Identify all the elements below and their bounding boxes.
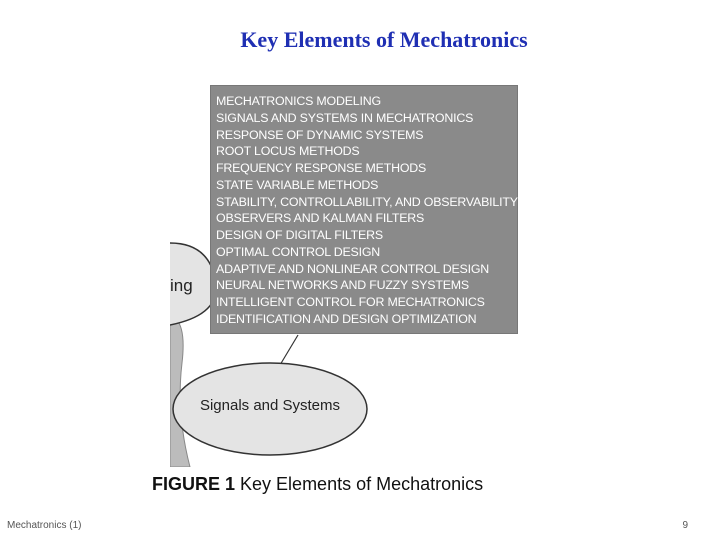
- footer-course-name: Mechatronics (1): [7, 520, 82, 531]
- signals-node-label: Signals and Systems: [199, 397, 341, 414]
- topic-item: STABILITY, CONTROLLABILITY, AND OBSERVABILITY: [216, 194, 518, 209]
- topic-item: MECHATRONICS MODELING: [216, 94, 381, 108]
- topic-item: FREQUENCY RESPONSE METHODS: [216, 161, 427, 175]
- topic-list-box: [210, 85, 518, 334]
- topic-item: IDENTIFICATION AND DESIGN OPTIMIZATION: [216, 311, 477, 326]
- topic-item: NEURAL NETWORKS AND FUZZY SYSTEMS: [216, 278, 469, 293]
- connector-line: [280, 335, 298, 365]
- slide-number: 9: [682, 520, 688, 531]
- topic-item: SIGNALS AND SYSTEMS IN MECHATRONICS: [216, 110, 474, 125]
- topic-item: ROOT LOCUS METHODS: [216, 144, 360, 159]
- mechatronics-figure: [170, 83, 522, 467]
- topic-item: OBSERVERS AND KALMAN FILTERS: [216, 211, 425, 226]
- modeling-node-label: ing: [170, 276, 193, 295]
- figure-caption-label: FIGURE 1: [152, 474, 236, 494]
- figure-caption-text: Key Elements of Mechatronics: [240, 474, 484, 494]
- topic-item: RESPONSE OF DYNAMIC SYSTEMS: [216, 127, 424, 142]
- topic-item: OPTIMAL CONTROL DESIGN: [216, 244, 381, 259]
- topic-item: DESIGN OF DIGITAL FILTERS: [216, 228, 383, 242]
- topic-item: INTELLIGENT CONTROL FOR MECHATRONICS: [216, 295, 485, 309]
- topic-item: STATE VARIABLE METHODS: [216, 177, 379, 192]
- figure-caption: [152, 474, 483, 495]
- slide-title: Key Elements of Mechatronics: [240, 27, 528, 52]
- topic-item: ADAPTIVE AND NONLINEAR CONTROL DESIGN: [216, 261, 490, 276]
